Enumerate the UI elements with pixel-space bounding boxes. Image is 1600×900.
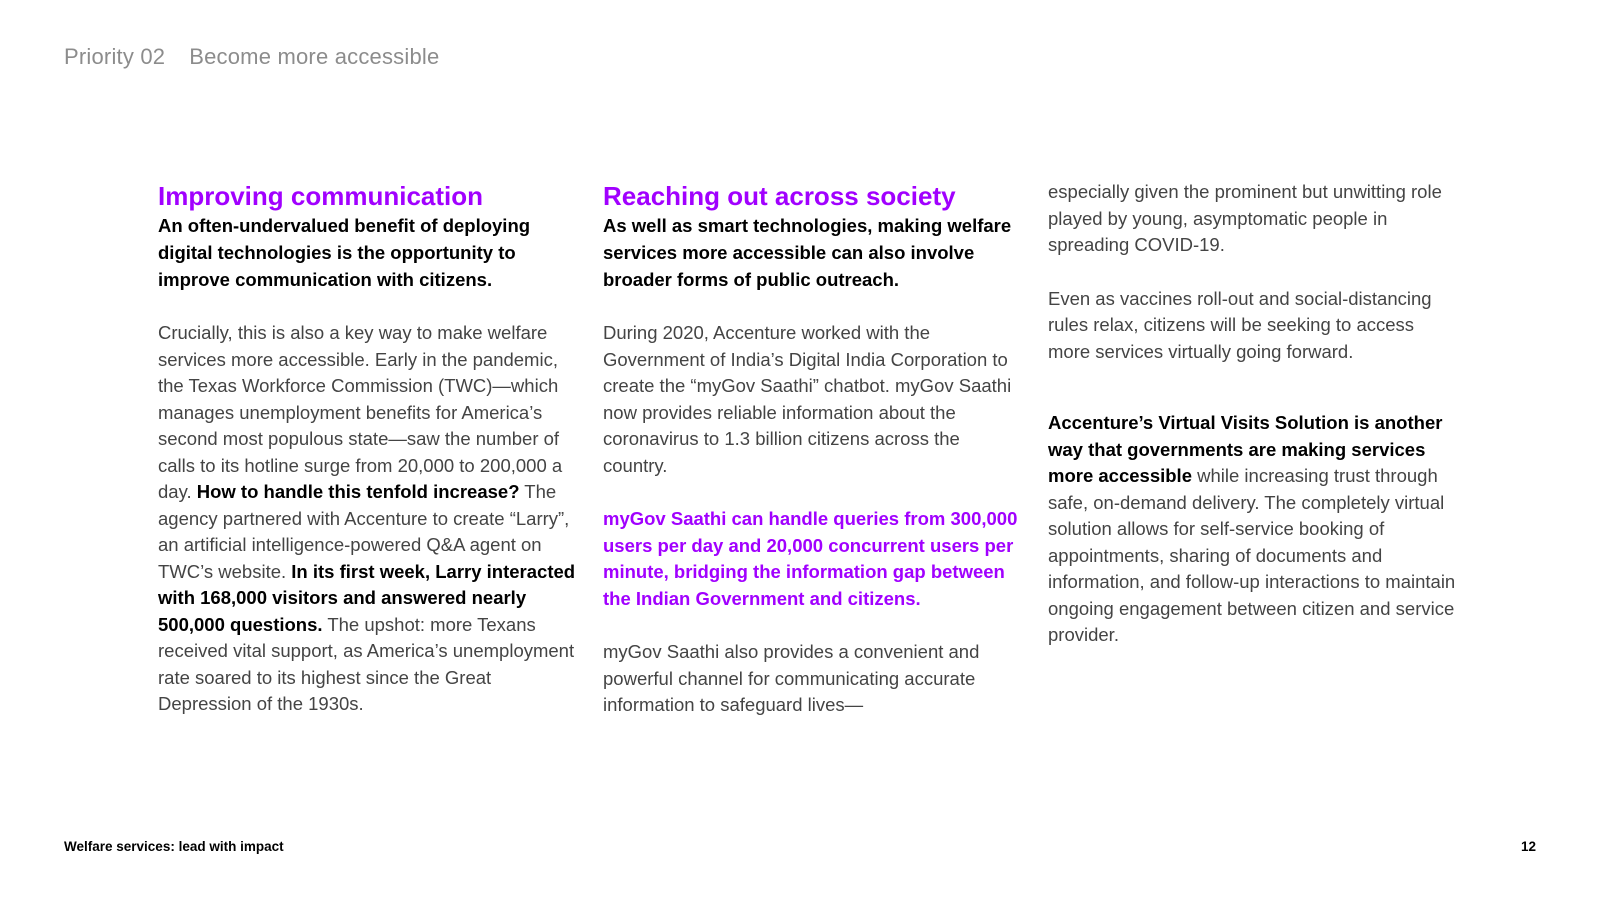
text-run: while increasing trust through safe, on-demand delivery. The completely virtual solution allows for self-service booking of appointments, sharing of documents and information, and follow-up interactions to maintain ongoing engagement between citizen and service provider. [1048,465,1456,645]
section-lead: As well as smart technologies, making welfare services more accessible can also involve broader forms of public outreach. [603,215,1012,290]
bold-text-run: How to handle this tenfold increase? [196,481,520,502]
text-run: Crucially, this is also a key way to make welfare services more accessible. Early in the pandemic, the Texas Workforce Commission (TWC)—which manages unemployment benefits for America’s second most populous state—saw the number of calls to its hotline surge from 20,000 to 200,000 a day. [158,322,563,502]
column-reaching-out [603,180,1023,746]
bold-text-run: In its first week, Larry interacted with 168,000 visitors and answered nearly 500,000 questions. [158,560,576,635]
section-heading: Reaching out across society [603,181,956,211]
bold-text-run: Accenture’s Virtual Visits Solution is another way that governments are making services more accessible [1048,412,1443,486]
body-paragraph: Even as vaccines roll-out and social-distancing rules relax, citizens will be seeking to access more services virtually going forward. [1048,287,1432,362]
page-number: 12 [1520,839,1536,854]
footer-title: Welfare services: lead with impact [64,839,284,854]
page-header [64,44,439,70]
body-paragraph: During 2020, Accenture worked with the Government of India’s Digital India Corporation to create the “myGov Saathi” chatbot. myGov Saathi now provides reliable information about the coronavirus to 1.3 billion citizens across the country. [603,322,1012,476]
body-paragraph: especially given the prominent but unwitting role played by young, asymptomatic people in spreading COVID-19. [1048,181,1442,255]
text-run: The agency partnered with Accenture to create “Larry”, an artificial intelligence-powered Q&A agent on TWC’s website. [158,481,570,582]
text-run: The upshot: more Texans received vital support, as America’s unemployment rate soared to its highest since the Great Depression of the 1930s. [158,613,575,714]
body-paragraph: myGov Saathi also provides a convenient and powerful channel for communicating accurate information to safeguard lives— [603,641,980,715]
priority-label: Priority 02 [64,44,166,69]
body-paragraph [158,320,578,718]
column-continued [1048,179,1458,676]
section-heading: Improving communication [158,181,484,211]
body-paragraph [1048,410,1458,649]
highlight-statement: myGov Saathi can handle queries from 300,000 users per day and 20,000 concurrent users per minute, bridging the information gap between the Indian Government and citizens. [603,508,1018,609]
priority-title: Become more accessible [189,44,440,69]
section-lead: An often-undervalued benefit of deploying digital technologies is the opportunity to improve communication with citizens. [158,215,531,290]
column-improving-communication [158,180,578,745]
